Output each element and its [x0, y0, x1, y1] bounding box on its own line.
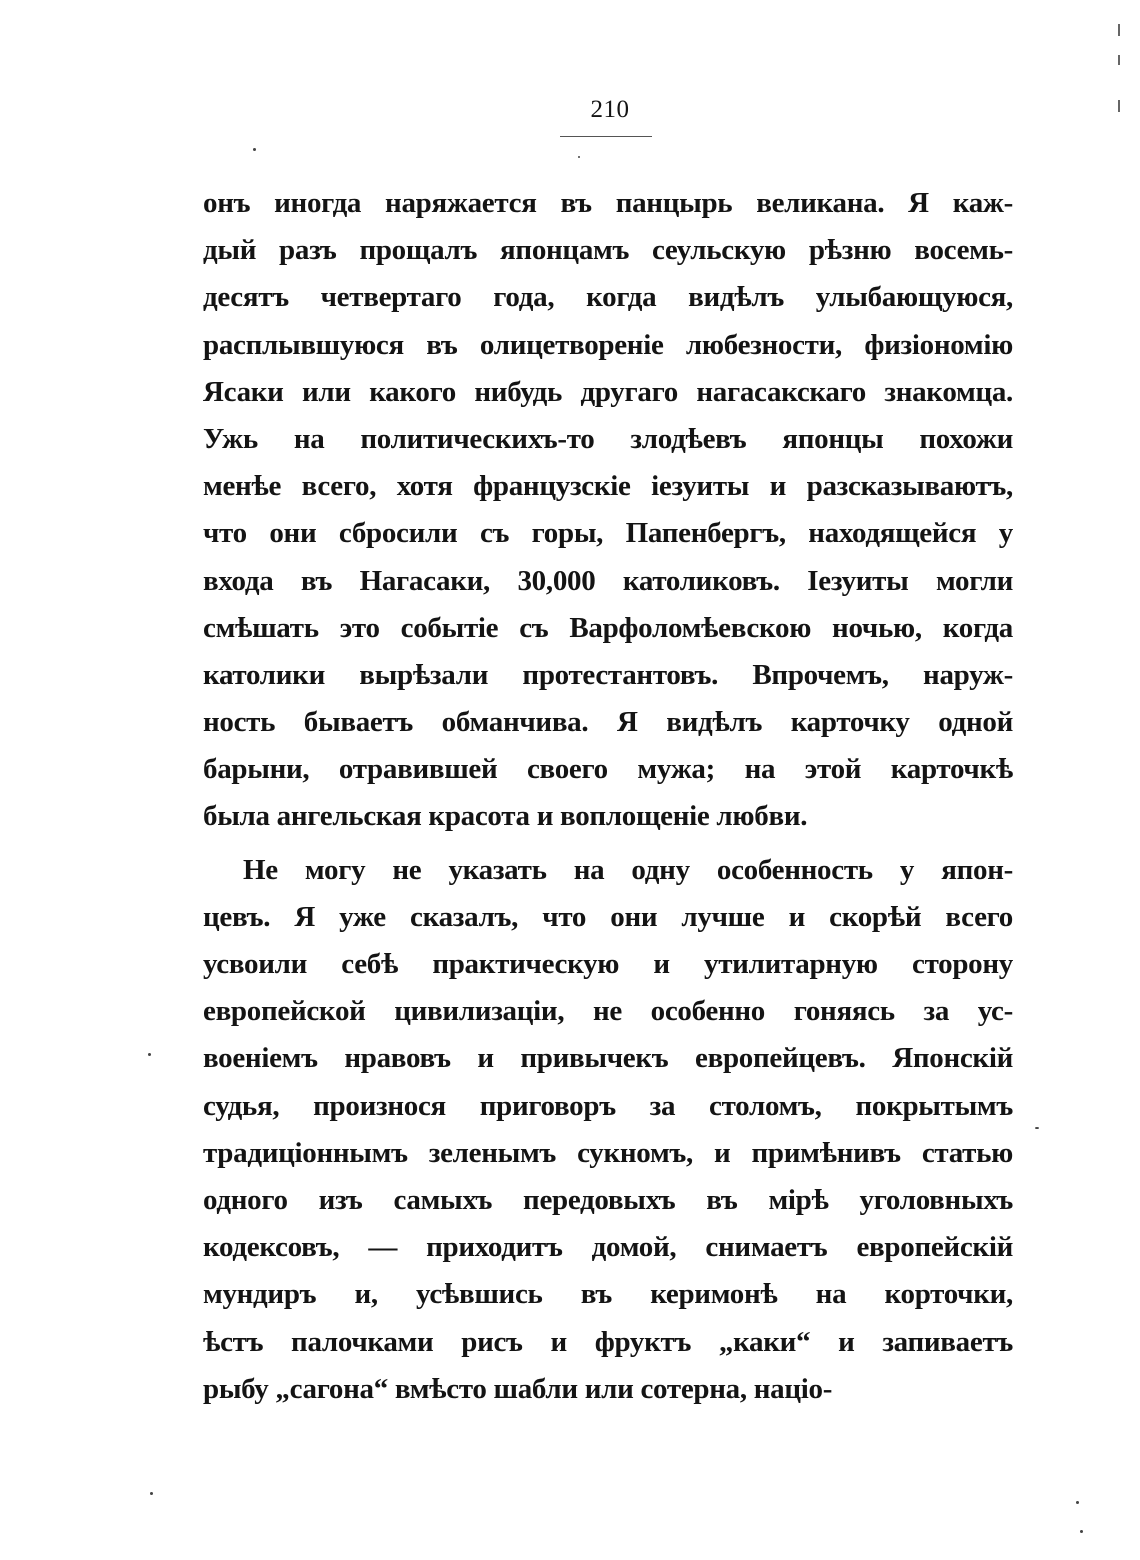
text-line: кодексовъ, — приходитъ домой, снимаетъ европейскій — [203, 1231, 1013, 1264]
text-line: расплывшуюся въ олицетвореніе любезности, физіономію — [203, 328, 1013, 361]
page-number: 210 — [590, 96, 630, 123]
scan-speck — [578, 156, 580, 158]
text-line: что они сбросили съ горы, Папенбергъ, находящейся у — [203, 517, 1013, 550]
scan-speck — [253, 148, 256, 151]
text-line: рыбу „сагона“ вмѣсто шабли или сотерна, націо- — [203, 1372, 833, 1405]
scan-edge-mark — [1118, 55, 1120, 65]
scan-edge-mark — [1118, 24, 1120, 36]
text-line: усвоили себѣ практическую и утилитарную сторону — [203, 948, 1013, 980]
text-line: судья, произнося приговоръ за столомъ, покрытымъ — [203, 1089, 1013, 1122]
body-text — [203, 180, 1013, 1413]
text-line: военіемъ нравовъ и привычекъ европейцевъ. Японскій — [203, 1042, 1013, 1075]
text-line: мундиръ и, усѣвшись въ керимонѣ на корточки, — [203, 1278, 1013, 1311]
text-line: была ангельская красота и воплощеніе любви. — [203, 800, 808, 833]
text-line: католики вырѣзали протестантовъ. Впрочемъ, наруж- — [203, 658, 1013, 691]
text-line: дый разъ прощалъ японцамъ сеульскую рѣзню восемь- — [203, 234, 1013, 267]
scan-edge-mark — [1118, 100, 1120, 112]
text-line: менѣе всего, хотя французскіе іезуиты и разсказываютъ, — [203, 470, 1013, 503]
text-line: цевъ. Я уже сказалъ, что они лучше и скорѣй всего — [203, 900, 1013, 933]
page-number-rule — [560, 136, 652, 137]
scan-speck — [1076, 1501, 1079, 1504]
scan-speck — [1035, 1127, 1039, 1129]
text-line: ѣстъ палочками рисъ и фруктъ „каки“ и запиваетъ — [203, 1325, 1013, 1358]
text-line: Ясаки или какого нибудь другаго нагасакскаго знакомца. — [203, 375, 1013, 408]
text-line: традиціоннымъ зеленымъ сукномъ, и примѣнивъ статью — [203, 1136, 1013, 1169]
text-line: европейской цивилизаціи, не особенно гоняясь за ус- — [203, 995, 1013, 1028]
text-line: ность бываетъ обманчива. Я видѣлъ карточку одной — [203, 706, 1013, 739]
text-line: Ужь на политическихъ-то злодѣевъ японцы похожи — [203, 422, 1013, 455]
text-line: входа въ Нагасаки, 30,000 католиковъ. Іезуиты могли — [203, 564, 1013, 597]
scan-speck — [150, 1492, 153, 1495]
scan-speck — [148, 1053, 151, 1056]
text-line: Не могу не указать на одну особенность у япон- — [243, 853, 1013, 886]
text-line: смѣшать это событіе съ Варфоломѣевскою ночью, когда — [203, 611, 1013, 644]
scan-speck — [1080, 1530, 1083, 1533]
text-line: онъ иногда наряжается въ панцырь великана. Я каж- — [203, 187, 1013, 219]
text-line: десятъ четвертаго года, когда видѣлъ улыбающуюся, — [203, 281, 1013, 314]
text-line: барыни, отравившей своего мужа; на этой карточкѣ — [203, 753, 1013, 786]
text-line: одного изъ самыхъ передовыхъ въ мірѣ уголовныхъ — [203, 1183, 1013, 1216]
